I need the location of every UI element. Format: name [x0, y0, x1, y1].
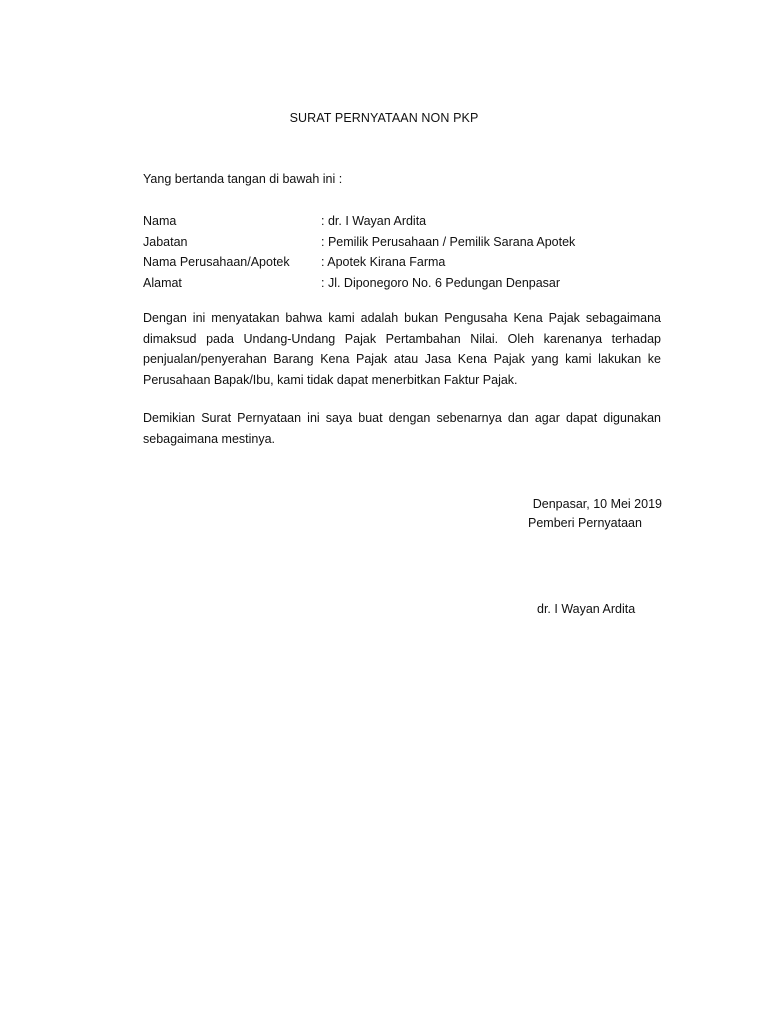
intro-text: Yang bertanda tangan di bawah ini :	[143, 172, 343, 186]
field-label: Nama	[143, 214, 177, 228]
signer-role: Pemberi Pernyataan	[528, 516, 642, 530]
field-value: : Pemilik Perusahaan / Pemilik Sarana Apotek	[321, 234, 576, 249]
field-label: Alamat	[143, 275, 182, 290]
field-label: Nama Perusahaan/Apotek	[143, 255, 290, 269]
field-row-nama	[143, 211, 663, 232]
signer-name: dr. I Wayan Ardita	[537, 602, 636, 616]
field-label: Jabatan	[143, 234, 188, 249]
statement-paragraph: Dengan ini menyatakan bahwa kami adalah bukan Pengusaha Kena Pajak sebagaimana dimaksud pada Undang-Undang Pajak Pertambahan Nilai. Oleh karenanya terhadap penjualan/penyerahan Barang Kena Pajak atau Jasa Kena Pajak yang kami lakukan ke Perusahaan Bapak/Ibu, kami tidak dapat menerbitkan Faktur Pajak.	[143, 311, 661, 387]
field-row-jabatan	[143, 232, 663, 253]
field-value: : Apotek Kirana Farma	[321, 255, 446, 269]
field-row-alamat	[143, 273, 663, 294]
field-value: : Jl. Diponegoro No. 6 Pedungan Denpasar	[321, 275, 561, 290]
document-title: SURAT PERNYATAAN NON PKP	[289, 111, 479, 125]
place-date: Denpasar, 10 Mei 2019	[532, 497, 662, 511]
closing-paragraph: Demikian Surat Pernyataan ini saya buat dengan sebenarnya dan agar dapat digunakan sebagaimana mestinya.	[143, 411, 661, 446]
field-row-perusahaan	[143, 252, 663, 273]
field-value: : dr. I Wayan Ardita	[321, 214, 427, 228]
identity-fields	[143, 211, 663, 293]
